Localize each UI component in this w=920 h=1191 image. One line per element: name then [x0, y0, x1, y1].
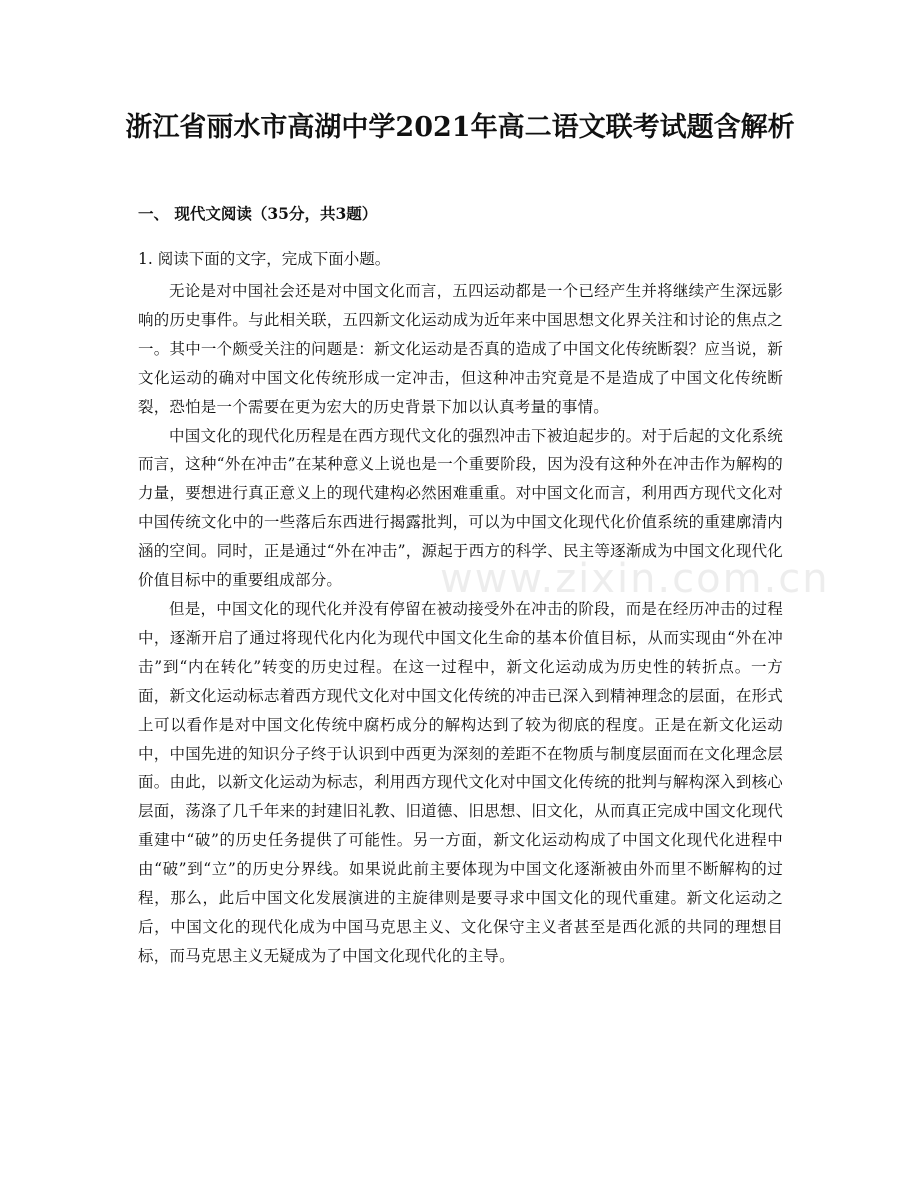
passage-paragraph-1: 无论是对中国社会还是对中国文化而言，五四运动都是一个已经产生并将继续产生深远影响的历史事件。与此相关联，五四新文化运动成为近年来中国思想文化界关注和讨论的焦点之一。其中一个颇受关注的问题是：新文化运动是否真的造成了中国文化传统断裂？应当说，新文化运动的确对中国文化传统形成一定冲击，但这种冲击究竟是不是造成了中国文化传统断裂，恐怕是一个需要在更为宏大的历史背景下加以认真考量的事情。 [138, 282, 783, 416]
watermark: www.zixin.com.cn [440, 556, 830, 602]
document-title: 浙江省丽水市高湖中学2021年高二语文联考试题含解析 [125, 112, 795, 143]
passage-paragraph-3: 但是，中国文化的现代化并没有停留在被动接受外在冲击的阶段，而是在经历冲击的过程中，逐渐开启了通过将现代化内化为现代中国文化生命的基本价值目标，从而实现由“外在冲击”到“内在转化”转变的历史过程。在这一过程中，新文化运动成为历史性的转折点。一方面，新文化运动标志着西方现代文化对中国文化传统的冲击已深入到精神理念的层面，在形式上可以看作是对中国文化传统中腐朽成分的解构达到了较为彻底的程度。正是在新文化运动中，中国先进的知识分子终于认识到中西更为深刻的差距不在物质与制度层面而在文化理念层面。由此，以新文化运动为标志，利用西方现代文化对中国文化传统的批判与解构深入到核心层面，荡涤了几千年来的封建旧礼教、旧道德、旧思想、旧文化，从而真正完成中国文化现代重建中“破”的历史任务提供了可能性。另一方面，新文化运动构成了中国文化现代化进程中由“破”到“立”的历史分界线。如果说此前主要体现为中国文化逐渐被由外而里不断解构的过程，那么，此后中国文化发展演进的主旋律则是要寻求中国文化的现代重建。新文化运动之后，中国文化的现代化成为中国马克思主义、文化保守主义者甚至是西化派的共同的理想目标，而马克思主义无疑成为了中国文化现代化的主导。 [138, 599, 783, 965]
reading-passage [138, 277, 783, 971]
question-prompt: 1. 阅读下面的文字，完成下面小题。 [138, 250, 391, 268]
passage-paragraph-2: 中国文化的现代化历程是在西方现代文化的强烈冲击下被迫起步的。对于后起的文化系统而言，这种“外在冲击”在某种意义上说也是一个重要阶段，因为没有这种外在冲击作为解构的力量，要想进行真正意义上的现代建构必然困难重重。对中国文化而言，利用西方现代文化对中国传统文化中的一些落后东西进行揭露批判，可以为中国文化现代化价值系统的重建廓清内涵的空间。同时，正是通过“外在冲击”，源起于西方的科学、民主等逐渐成为中国文化现代化价值目标中的重要组成部分。 [138, 426, 783, 590]
section-heading: 一、 现代文阅读（35分，共3题） [138, 204, 378, 223]
